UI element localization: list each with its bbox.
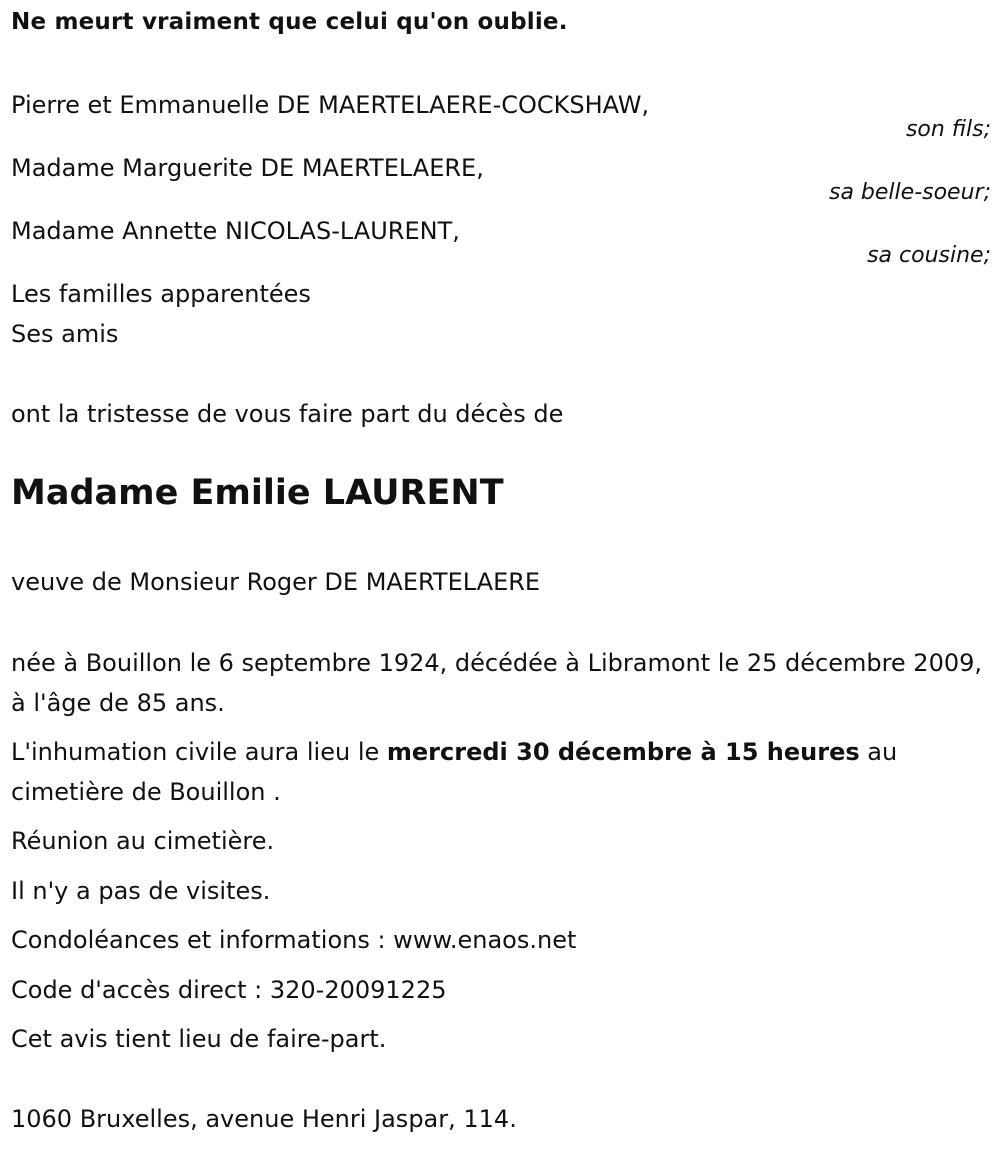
burial-text-after: au cimetière de Bouillon . [11,738,898,806]
meeting-info: Réunion au cimetière. [11,827,275,855]
deceased-name: Madame Emilie LAURENT [11,473,504,513]
birth-death-details: née à Bouillon le 6 septembre 1924, décédée à Libramont le 25 décembre 2009, à l'âge de 85 ans. [11,649,983,717]
epigraph: Ne meurt vraiment que celui qu'on oublie. [11,9,568,35]
family-member-name: Madame Marguerite DE MAERTELAERE, [11,154,484,182]
family-member-relation: son fils; [905,117,991,142]
condolences-info: Condoléances et informations : www.enaos.net [11,926,577,954]
friends: Ses amis [11,320,119,348]
widow-of: veuve de Monsieur Roger DE MAERTELAERE [11,568,541,596]
address: 1060 Bruxelles, avenue Henri Jaspar, 114. [11,1105,517,1133]
burial-details [11,732,991,812]
related-families: Les familles apparentées [11,280,311,308]
family-member-name: Pierre et Emmanuelle DE MAERTELAERE-COCKSHAW, [11,91,650,119]
burial-text-before: L'inhumation civile aura lieu le [11,738,387,766]
announcement-text: ont la tristesse de vous faire part du décès de [11,400,564,428]
family-member-relation: sa cousine; [867,243,991,268]
family-member-name: Madame Annette NICOLAS-LAURENT, [11,217,460,245]
access-code: Code d'accès direct : 320-20091225 [11,976,447,1004]
burial-date-time: mercredi 30 décembre à 15 heures [386,738,860,766]
notice-statement: Cet avis tient lieu de faire-part. [11,1025,387,1053]
visits-info: Il n'y a pas de visites. [11,877,271,905]
family-member-relation: sa belle-soeur; [829,180,991,205]
